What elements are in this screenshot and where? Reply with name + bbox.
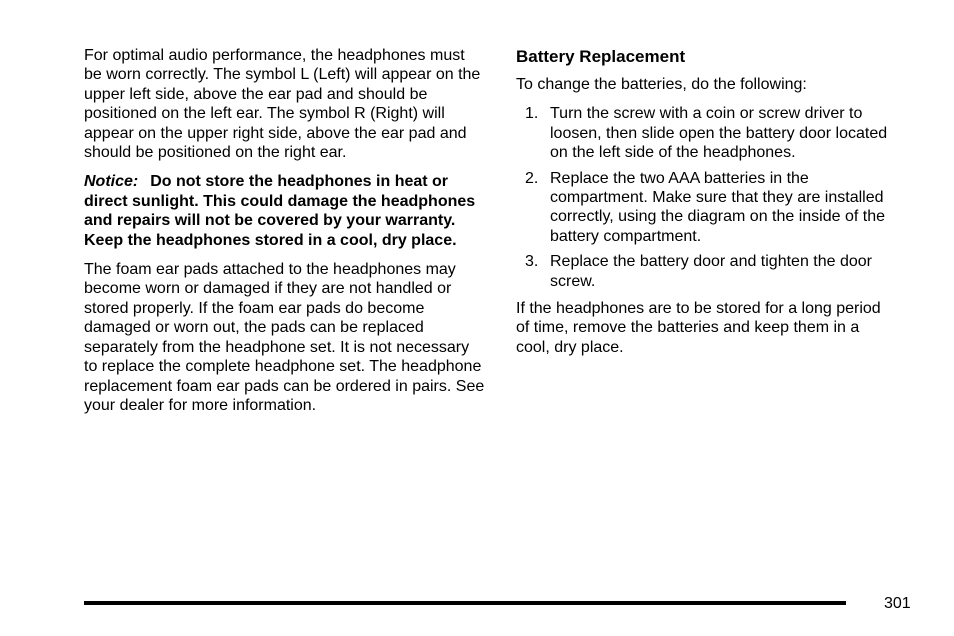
ear-pads-paragraph: The foam ear pads attached to the headphones may become worn or damaged if they are not handled or stored properly. If the foam ear pads do become damaged or worn out, the pads can be replaced separately from the headphone set. It is not necessary to replace the complete headphone set. The headphone replacement foam ear pads can be ordered in pairs. See your dealer for more information. [84,261,485,414]
notice-text: Do not store the headphones in heat or direct sunlight. This could damage the headphones and repairs will not be covered by your warranty. Keep the headphones stored in a cool, dry place. [84,173,476,249]
closing-paragraph: If the headphones are to be stored for a long period of time, remove the batteries and keep them in a cool, dry place. [516,300,881,356]
right-column [516,46,894,367]
list-item [516,104,894,162]
headphone-fit-paragraph: For optimal audio performance, the headphones must be worn correctly. The symbol L (Left) will appear on the upper left side, above the ear pad and should be positioned on the left ear. The symbol R (Right) will appear on the upper right side, above the ear pad and should be positioned on the right ear. [84,47,481,162]
step-number: 1. [525,105,539,123]
footer-rule [84,601,846,605]
step-text: Replace the two AAA batteries in the compartment. Make sure that they are installed correctly, using the diagram on the inside of the battery compartment. [550,169,885,245]
notice-block [84,172,486,250]
step-text: Turn the screw with a coin or screw driver to loosen, then slide open the battery door located on the left side of the headphones. [550,105,888,162]
left-column [84,46,486,425]
intro-paragraph: To change the batteries, do the following: [516,76,807,93]
notice-label: Notice: [84,173,139,191]
step-text: Replace the battery door and tighten the door screw. [550,253,872,290]
step-number: 3. [525,253,539,271]
step-number: 2. [525,169,539,187]
page-number: 301 [884,595,911,612]
steps-list [516,104,894,291]
list-item [516,252,894,291]
list-item [516,169,894,247]
section-heading: Battery Replacement [516,47,686,66]
